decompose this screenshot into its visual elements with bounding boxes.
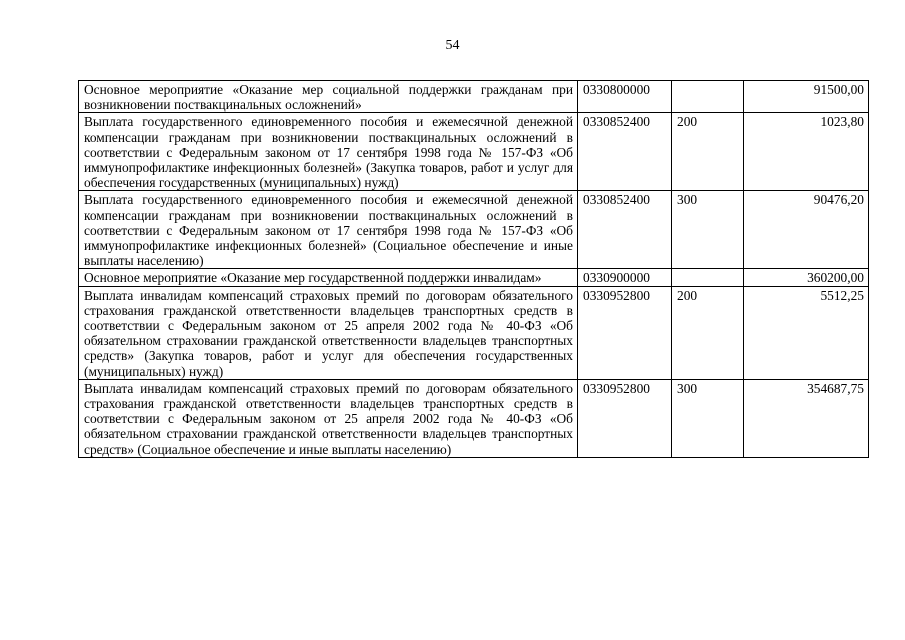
row-name-cell: Выплата инвалидам компенсаций страховых премий по договорам обязательного страхования гражданской ответственности владельцев транспортных средств в соответствии с Федеральным законом от 25 апреля 2002 года № 40-ФЗ «Об обязательном страховании гражданской ответственности владельцев транспортных средств» (Закупка товаров, работ и услуг для обеспечения государственных (муниципальных) нужд) [79, 286, 578, 379]
table-row [79, 191, 869, 269]
table-row [79, 113, 869, 191]
row-name-cell: Основное мероприятие «Оказание мер государственной поддержки инвалидам» [79, 269, 578, 286]
row-code-cell: 0330900000 [578, 269, 672, 286]
row-sum-cell: 91500,00 [744, 81, 869, 113]
table-row [79, 286, 869, 379]
row-name-cell: Основное мероприятие «Оказание мер социальной поддержки гражданам при возникновении поствакцинальных осложнений» [79, 81, 578, 113]
row-kind-cell [672, 269, 744, 286]
row-sum-cell: 90476,20 [744, 191, 869, 269]
row-code-cell: 0330952800 [578, 286, 672, 379]
budget-table-body [79, 81, 869, 458]
row-kind-cell: 300 [672, 191, 744, 269]
table-row [79, 269, 869, 286]
table-row [79, 379, 869, 457]
row-name-cell: Выплата государственного единовременного пособия и ежемесячной денежной компенсации гражданам при возникновении поствакцинальных осложнений в соответствии с Федеральным законом от 17 сентября 1998 года № 157-ФЗ «Об иммунопрофилактике инфекционных болезней» (Социальное обеспечение и иные выплаты населению) [79, 191, 578, 269]
row-code-cell: 0330952800 [578, 379, 672, 457]
table-row [79, 81, 869, 113]
row-sum-cell: 1023,80 [744, 113, 869, 191]
row-kind-cell: 300 [672, 379, 744, 457]
row-name-cell: Выплата государственного единовременного пособия и ежемесячной денежной компенсации гражданам при возникновении поствакцинальных осложнений в соответствии с Федеральным законом от 17 сентября 1998 года № 157-ФЗ «Об иммунопрофилактике инфекционных болезней» (Закупка товаров, работ и услуг для обеспечения государственных (муниципальных) нужд) [79, 113, 578, 191]
row-code-cell: 0330800000 [578, 81, 672, 113]
row-name-cell: Выплата инвалидам компенсаций страховых премий по договорам обязательного страхования гражданской ответственности владельцев транспортных средств в соответствии с Федеральным законом от 25 апреля 2002 года № 40-ФЗ «Об обязательном страховании гражданской ответственности владельцев транспортных средств» (Социальное обеспечение и иные выплаты населению) [79, 379, 578, 457]
row-kind-cell: 200 [672, 286, 744, 379]
row-code-cell: 0330852400 [578, 191, 672, 269]
row-sum-cell: 360200,00 [744, 269, 869, 286]
row-sum-cell: 354687,75 [744, 379, 869, 457]
row-code-cell: 0330852400 [578, 113, 672, 191]
row-kind-cell [672, 81, 744, 113]
budget-table [78, 80, 869, 458]
row-sum-cell: 5512,25 [744, 286, 869, 379]
row-kind-cell: 200 [672, 113, 744, 191]
page-number: 54 [445, 38, 460, 53]
